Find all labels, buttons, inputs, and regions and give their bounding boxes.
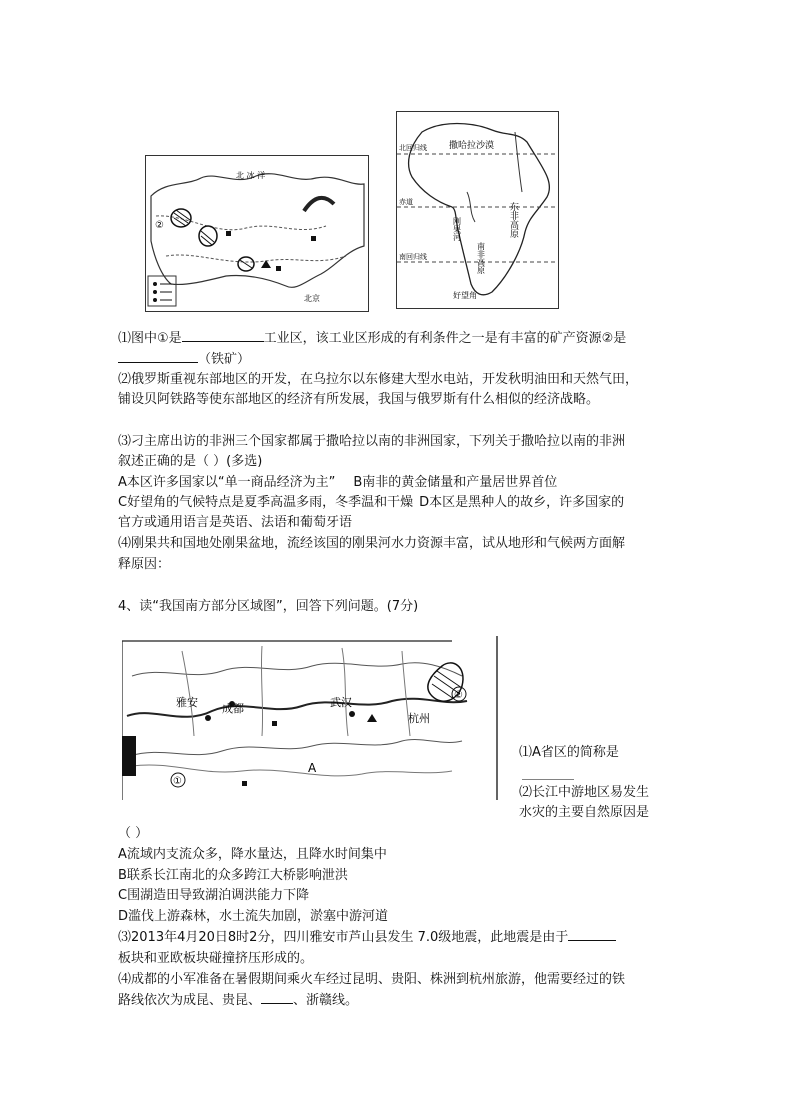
- q3-option-a[interactable]: A本区许多国家以“单一商品经济为主”: [118, 475, 336, 490]
- south-china-map-drawing: [122, 636, 500, 800]
- africa-map: [396, 111, 559, 309]
- africa-map-drawing: [397, 112, 558, 308]
- q3-part1-line1: [118, 331, 626, 347]
- q3-blank-2[interactable]: [118, 362, 198, 363]
- cape-label: 好望角: [453, 291, 477, 300]
- circle-2-label: ②: [155, 220, 164, 231]
- q3-part1-suffix: 工业区，该工业区形成的有利条件之一是有丰富的矿产资源②是: [263, 331, 627, 346]
- province-a-label: A: [308, 761, 317, 775]
- circle-2-map-label: ②: [454, 690, 463, 701]
- q3-part1-prefix: ⑴图中①是: [118, 331, 182, 346]
- russia-map-drawing: [146, 156, 368, 311]
- q4-part4-line1: ⑷成都的小军准备在暑假期间乘火车经过昆明、贵阳、株洲到杭州旅游，他需要经过的铁: [118, 972, 626, 987]
- q3-blank-1[interactable]: [182, 341, 264, 342]
- south-tropic-label: 南回归线: [399, 253, 427, 261]
- q3-options-cd: [118, 495, 624, 511]
- russia-map: [145, 155, 369, 312]
- q4-part3-line2: 板块和亚欧板块碰撞挤压形成的。: [118, 951, 314, 966]
- q4-part2-bracket[interactable]: （ ）: [118, 826, 149, 841]
- sahara-label: 撒哈拉沙漠: [449, 141, 495, 151]
- q4-part4-blank[interactable]: [261, 1003, 293, 1004]
- beijing-label: 北京: [304, 294, 320, 303]
- q3-part1-line2: [118, 352, 250, 368]
- wuhan-label: 武汉: [330, 696, 352, 709]
- congo-river-label: 刚果河: [452, 217, 462, 241]
- q3-options-ab: [118, 475, 557, 491]
- chengdu-label: 成都: [222, 702, 244, 715]
- q3-part2-line2: 铺设贝阿铁路等使东部地区的经济有所发展，我国与俄罗斯有什么相似的经济战略。: [118, 392, 600, 407]
- yaan-label: 雅安: [176, 696, 198, 709]
- q4-option-b[interactable]: B联系长江南北的众多跨江大桥影响泄洪: [118, 868, 348, 883]
- q4-option-a[interactable]: A流域内支流众多，降水量达，且降水时间集中: [118, 847, 387, 862]
- q3-part2-line1: ⑵俄罗斯重视东部地区的开发，在乌拉尔以东修建大型水电站，开发秋明油田和天然气田，: [118, 372, 639, 387]
- q3-option-d[interactable]: D本区是黑种人的故乡，许多国家的: [419, 495, 625, 510]
- east-africa-plateau-label: 东非高原: [508, 202, 518, 238]
- q3-option-d-line2: 官方或通用语言是英语、法语和葡萄牙语: [118, 515, 353, 530]
- q3-part4-line2: 释原因：: [118, 557, 171, 572]
- q4-part4-line2: [118, 993, 358, 1009]
- q4-part1-label: ⑴A省区的简称是: [519, 745, 619, 760]
- q4-option-d[interactable]: D滥伐上游森林，水土流失加剧，淤塞中游河道: [118, 909, 389, 924]
- equator-label: 赤道: [399, 198, 413, 206]
- q4-part2-line2: 水灾的主要自然原因是: [519, 805, 650, 820]
- south-africa-plateau-label: 南非高原: [476, 242, 486, 274]
- q3-option-c[interactable]: C好望角的气候特点是夏季高温多雨，冬季温和干燥: [118, 495, 414, 510]
- q3-part3-line2: 叙述正确的是（ ）(多选): [118, 454, 263, 469]
- q3-part3-line1: ⑶刁主席出访的非洲三个国家都属于撒哈拉以南的非洲国家，下列关于撒哈拉以南的非洲: [118, 434, 626, 449]
- q3-option-b[interactable]: B南非的黄金储量和产量居世界首位: [353, 475, 558, 490]
- boundary-mark: [122, 736, 136, 776]
- q3-part4-line1: ⑷刚果共和国地处刚果盆地，流经该国的刚果河水力资源丰富，试从地形和气候两方面解: [118, 536, 626, 551]
- q4-part3-blank[interactable]: [568, 940, 616, 941]
- q4-part4-text: 路线依次为成昆、贵昆、: [118, 993, 262, 1008]
- hangzhou-label: 杭州: [408, 712, 430, 725]
- q4-part1-blank[interactable]: ＿＿＿＿: [522, 767, 575, 782]
- north-ocean-label: 北 冰 洋: [236, 171, 266, 180]
- q4-option-c[interactable]: C围湖造田导致湖泊调洪能力下降: [118, 888, 310, 903]
- q4-part3-line1: [118, 930, 616, 946]
- south-china-map: [122, 636, 500, 800]
- q4-part2-line1: ⑵长江中游地区易发生: [519, 785, 650, 800]
- q4-part4-suffix: 、浙赣线。: [293, 993, 359, 1008]
- q3-part1-hint: （铁矿）: [198, 352, 251, 367]
- north-tropic-label: 北回归线: [399, 144, 427, 152]
- circle-1-map-label: ①: [173, 776, 182, 787]
- q4-title: 4、读“我国南方部分区域图”，回答下列问题。(7分): [118, 599, 419, 614]
- q4-part3-text: ⑶2013年4月20日8时2分，四川雅安市芦山县发生 7.0级地震，此地震是由于: [118, 930, 569, 945]
